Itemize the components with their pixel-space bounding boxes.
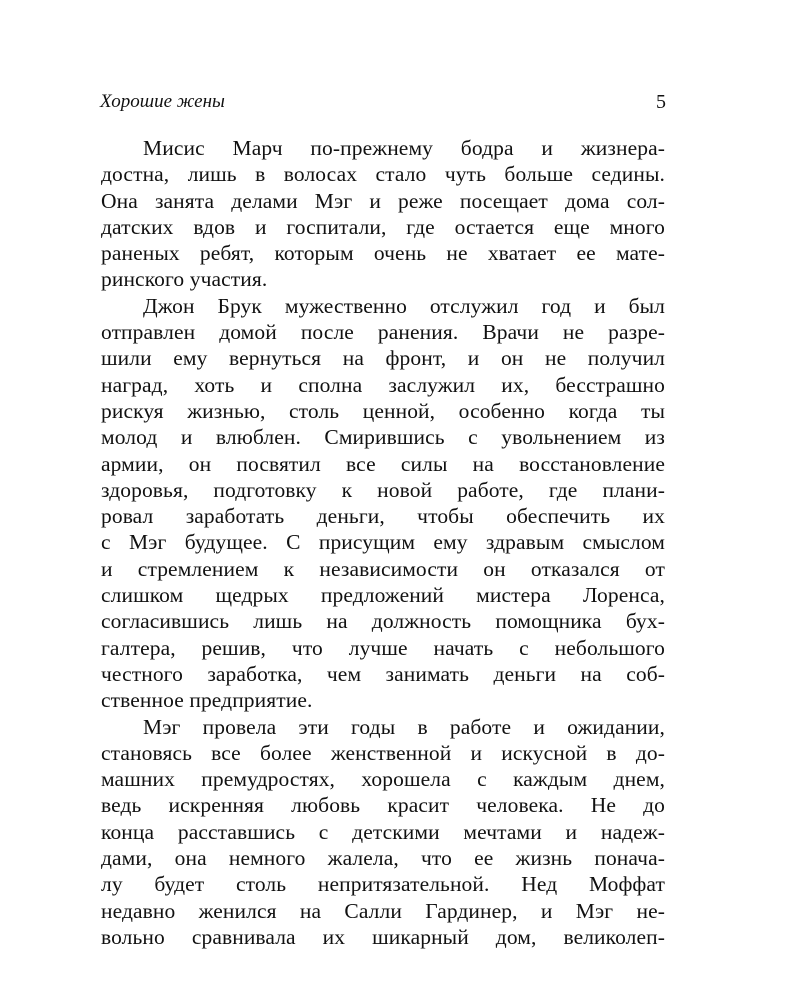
text-line: отправлен домой после ранения. Врачи не разре- [101, 320, 665, 345]
text-line: Она занята делами Мэг и реже посещает дома сол- [101, 188, 665, 213]
text-line: согласившись лишь на должность помощника бух- [101, 609, 665, 634]
text-line: молод и влюблен. Смирившись с увольнением из [101, 425, 665, 450]
text-line: датских вдов и госпитали, где остается еще много [101, 214, 665, 239]
text-line: ведь искренняя любовь красит человека. Не до [101, 793, 665, 818]
text-line: честного заработка, чем занимать деньги на соб- [101, 661, 665, 686]
text-line: ровал заработать деньги, чтобы обеспечить их [101, 504, 665, 529]
text-line: галтера, решив, что лучше начать с небольшого [101, 635, 665, 660]
text-line: ринского участия. [101, 267, 268, 292]
text-line: становясь все более женственной и искусной в до- [101, 740, 665, 765]
text-line: вольно сравнивала их шикарный дом, великолеп- [101, 924, 665, 949]
text-line: Мэг провела эти годы в работе и ожидании, [143, 714, 665, 739]
text-line: Мисис Марч по-прежнему бодра и жизнера- [143, 136, 665, 160]
paragraph-1 [101, 135, 665, 293]
text-line: раненых ребят, которым очень не хватает ее мате- [101, 241, 665, 266]
text-line: недавно женился на Салли Гардинер, и Мэг не- [101, 898, 665, 923]
running-head [100, 89, 670, 115]
text-line: машних премудростях, хорошела с каждым днем, [101, 767, 665, 792]
text-line: конца расставшись с детскими мечтами и надеж- [101, 819, 665, 844]
text-line: с Мэг будущее. С присущим ему здравым смыслом [101, 530, 665, 555]
paragraph-2 [101, 293, 665, 714]
text-line: лу будет столь непритязательной. Нед Моффат [101, 872, 665, 897]
running-title: Хорошие жены [100, 91, 225, 112]
text-line: Джон Брук мужественно отслужил год и был [143, 293, 665, 318]
text-line: слишком щедрых предложений мистера Лоренса, [101, 583, 665, 608]
text-line: достна, лишь в волосах стало чуть больше седины. [101, 162, 665, 187]
text-line: дами, она немного жалела, что ее жизнь поначa- [101, 846, 665, 871]
page-number: 5 [656, 91, 666, 113]
text-line: рискуя жизнью, столь ценной, особенно когда ты [101, 398, 665, 423]
text-line: ственное предприятие. [101, 688, 313, 713]
body-text [101, 135, 665, 950]
text-line: наград, хоть и сполна заслужил их, бесстрашно [101, 372, 665, 397]
text-line: и стремлением к независимости он отказался от [101, 556, 665, 581]
text-line: здоровья, подготовку к новой работе, где плани- [101, 477, 665, 502]
paragraph-3 [101, 714, 665, 951]
text-line: шили ему вернуться на фронт, и он не получил [101, 346, 665, 371]
text-line: армии, он посвятил все силы на восстановление [101, 451, 665, 476]
